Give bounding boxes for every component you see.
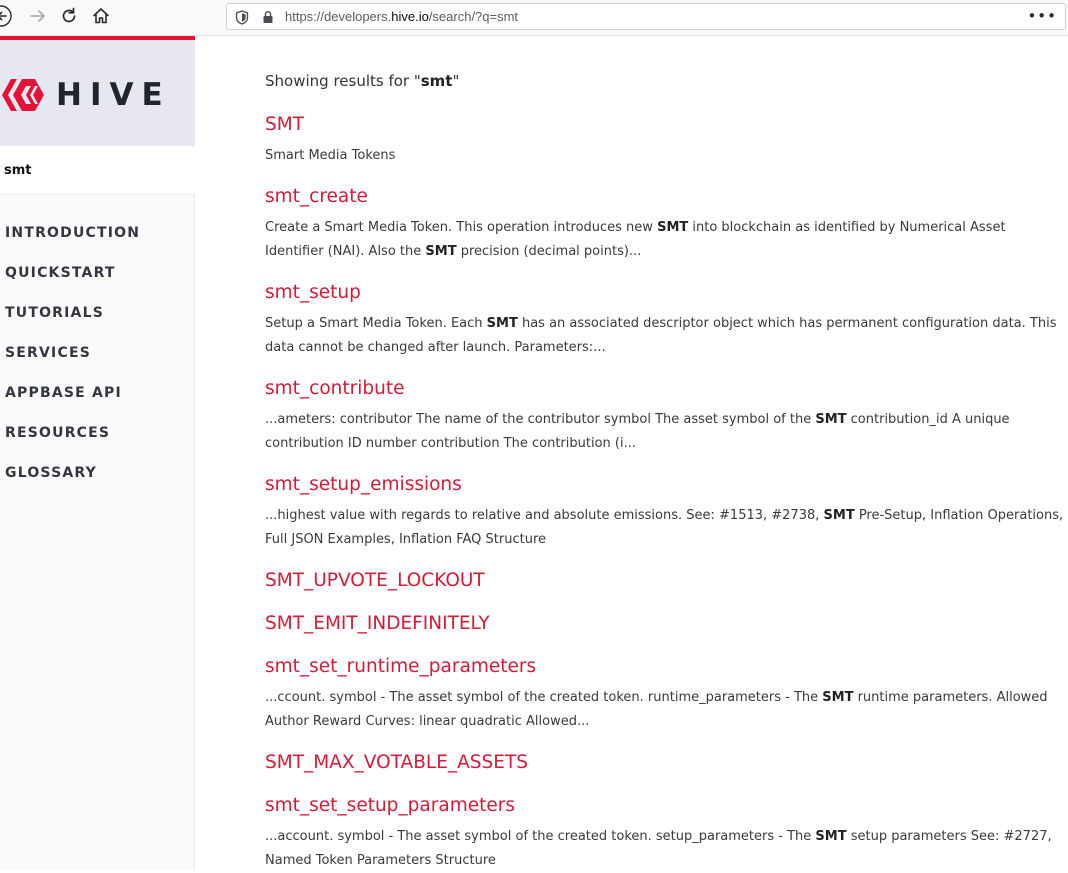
excerpt-highlight: SMT [822,690,854,705]
search-result [265,377,1065,456]
result-title[interactable]: SMT_UPVOTE_LOCKOUT [265,570,485,591]
results-query: smt [420,72,453,90]
reload-button[interactable] [55,4,83,28]
excerpt-text: into blockchain as identified by Numerical Asset Identifier (NAI). Also the [265,220,1006,259]
sidebar-item-quickstart[interactable]: QUICKSTART [5,265,116,281]
logo-area[interactable] [0,40,195,146]
sidebar-item-glossary[interactable]: GLOSSARY [5,465,97,481]
back-arrow-icon [0,5,17,27]
sidebar-item-tutorials[interactable]: TUTORIALS [5,305,104,321]
forward-arrow-icon [28,6,48,26]
result-excerpt [265,216,1065,264]
result-title[interactable]: smt_contribute [265,378,405,399]
search-result [265,655,1065,734]
excerpt-highlight: SMT [657,220,689,235]
result-excerpt [265,504,1065,552]
result-excerpt [265,312,1065,360]
result-title[interactable]: SMT_EMIT_INDEFINITELY [265,613,490,634]
browser-toolbar [0,0,1068,36]
result-excerpt [265,144,1065,168]
search-input[interactable]: smt [4,163,32,178]
result-title[interactable]: smt_create [265,186,368,207]
excerpt-text: ...ameters: contributor The name of the contributor symbol The asset symbol of the [265,412,816,427]
sidebar-item-resources[interactable]: RESOURCES [5,425,111,441]
excerpt-highlight: SMT [425,244,457,259]
excerpt-text: ...ccount. symbol - The asset symbol of the created token. runtime_parameters - The [265,690,823,705]
search-result [265,185,1065,264]
excerpt-highlight: SMT [815,412,847,427]
sidebar-nav [0,213,195,493]
forward-button[interactable] [24,4,52,28]
result-title[interactable]: SMT [265,114,305,135]
result-title[interactable]: smt_setup [265,282,361,303]
search-result [265,612,1065,636]
results-header-suffix: " [452,72,460,90]
excerpt-text: Smart Media Tokens [265,148,396,163]
result-title[interactable]: smt_setup_emissions [265,474,462,495]
main-content [195,36,1068,870]
search-result [265,794,1065,873]
home-button[interactable] [87,4,115,28]
search-result [265,473,1065,552]
address-bar[interactable] [226,3,1066,30]
result-excerpt [265,825,1065,873]
url-prefix: https://developers. [285,9,392,24]
search-result [265,281,1065,360]
lock-icon[interactable] [262,10,274,24]
excerpt-text: has an associated descriptor object which has permanent configuration data. This data cannot be changed after launch. Parameters:... [265,316,1057,355]
excerpt-highlight: SMT [815,829,847,844]
url-suffix: /search/?q=smt [428,9,519,24]
excerpt-text: precision (decimal points)... [456,244,642,259]
excerpt-text: ...highest value with regards to relative and absolute emissions. See: #1513, #2738, [265,508,824,523]
excerpt-text: runtime parameters. Allowed Author Reward Curves: linear quadratic Allowed... [265,690,1048,729]
excerpt-text: Pre-Setup, Inflation Operations, Full JSON Examples, Inflation FAQ Structure [265,508,1064,547]
excerpt-text: contribution_id A unique contribution ID number contribution The contribution (i... [265,412,1010,451]
sidebar [0,36,195,870]
result-excerpt [265,686,1065,734]
back-button[interactable] [0,4,20,28]
excerpt-text: setup parameters See: #2727, Named Token Parameters Structure [265,829,1052,868]
search-result [265,751,1065,775]
sidebar-item-introduction[interactable]: INTRODUCTION [5,225,141,241]
results-header [265,72,459,90]
logo-text: HIVE [56,77,171,113]
excerpt-text: ...account. symbol - The asset symbol of the created token. setup_parameters - The [265,829,816,844]
search-result [265,113,1065,168]
page-actions-menu-button[interactable]: ••• [1027,7,1057,25]
reload-icon [59,6,79,26]
result-title[interactable]: smt_set_runtime_parameters [265,656,537,677]
results-header-prefix: Showing results for " [265,72,421,90]
sidebar-item-services[interactable]: SERVICES [5,345,91,361]
result-title[interactable]: SMT_MAX_VOTABLE_ASSETS [265,752,529,773]
shield-icon[interactable] [235,10,249,25]
sidebar-item-appbase-api[interactable]: APPBASE API [5,385,122,401]
excerpt-text: Setup a Smart Media Token. Each [265,316,487,331]
hive-logo-icon [2,78,46,112]
excerpt-text: Create a Smart Media Token. This operation introduces new [265,220,658,235]
result-title[interactable]: smt_set_setup_parameters [265,795,515,816]
url-domain: hive.io [391,9,429,24]
excerpt-highlight: SMT [486,316,518,331]
result-excerpt [265,408,1065,456]
home-icon [91,6,111,26]
search-result [265,569,1065,593]
excerpt-highlight: SMT [823,508,855,523]
search-box[interactable] [0,146,195,195]
url-text[interactable] [285,9,518,24]
